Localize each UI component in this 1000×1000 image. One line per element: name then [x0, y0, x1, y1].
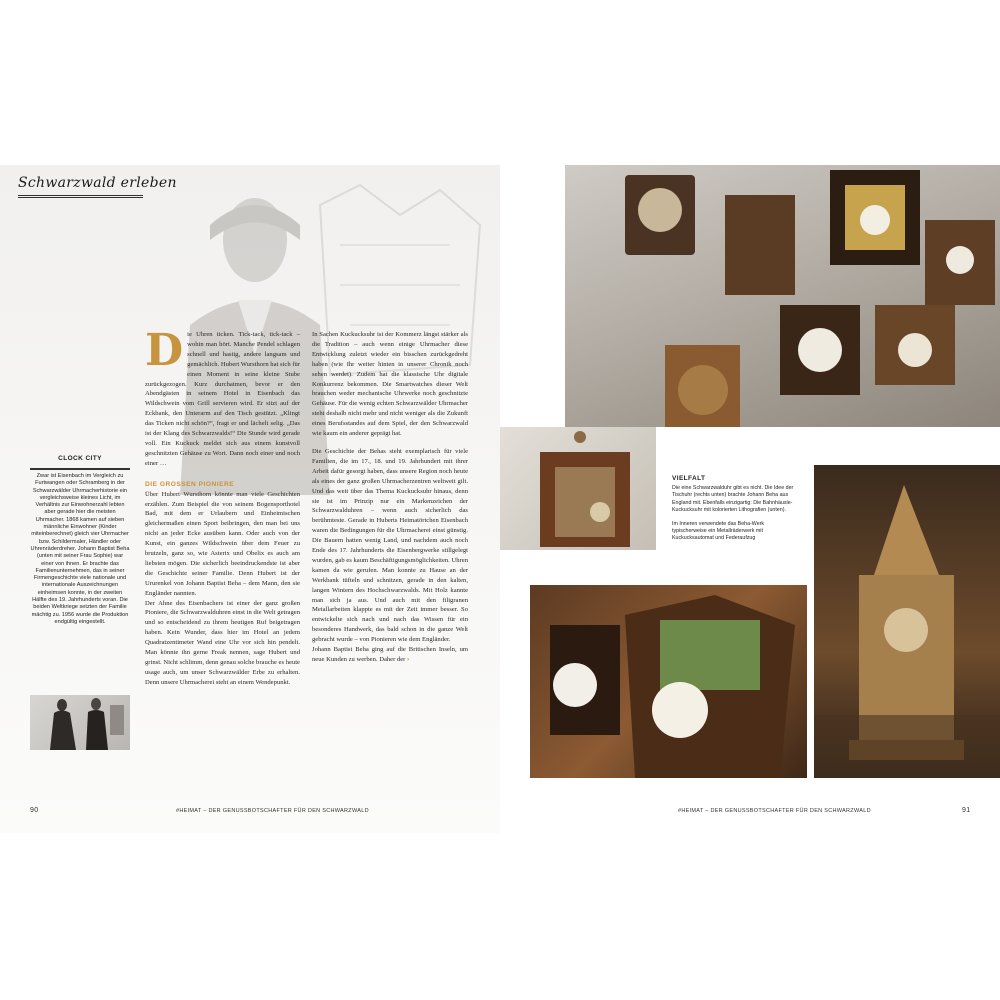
article-paragraph: In Sachen Kuckucksuhr ist der Kommerz längst stärker als die Tradition – auch wenn einige Uhrmacher diese Entwicklung zuletzt wieder ein bisschen zurückgedreht haben (wie Ihr weiter hinten in unserer Chronik noch sehen werdet). Zudem hat die klassische Uhr digitale Konkurrenz bekommen. Die Smartwatches dieser Welt brauchen weder mechanische Uhrwerke noch geschnitzte Gehäuse. Für die wenig echten Schwarzwälder Uhrmacher steht deshalb nicht mehr und nicht weniger als die Zukunft eines Berufsstandes auf dem Spiel, der den Schwarzwald wie kaum ein anderer geprägt hat.: [312, 331, 468, 438]
article-column-2: [312, 330, 468, 665]
page-number: 90: [30, 807, 39, 814]
heading-divider: [18, 197, 143, 198]
article-paragraph: Die Geschichte der Behas steht exemplarisch für viele Familien, die im 17., 18. und 19. Jahrhundert mit ihrer Arbeit dafür gesorgt haben, dass unsere Region noch heute als eines der ganz großen Uhrmacherzentren weltweit gilt. Und das weit über das Thema Kuckucksuhr hinaus, denn sie ist im Prinzip nur ein Markenzeichen der Schwarzwalduhren – wenn auch sicherlich das berühmteste. Gerade in Huberts Heimatörtchen Eisenbach waren die Bedingungen für die Uhrmacherei einst günstig. Die Bauern hatten wenig Land, und nachdem auch noch Ende des 17. Jahrhunderts die Eisenbergwerke stillgelegt wurden, gab es kaum Beschäftigungsmöglichkeiten. Uhren kamen da wie gerufen. Man konnte zu Hause an der Werkbank tüfteln und schnitzen, gerade in den kalten, langen Wintern des Hochschwarzwalds. Mit Holz kannte man sich ja aus. Und auch mit den filigranen Metallarbeiten klappte es mit der Zeit immer besser. So entwickelte sich nach und nach das Wissen für ein besonderes Handwerk, das bald schon in die ganze Welt gebracht wurde – von Pionieren wie dem Engländer.: [312, 447, 468, 644]
article-paragraph: Johann Baptist Beha ging auf die Britischen Inseln, um neue Kunden zu werben. Daher der ›: [312, 646, 468, 663]
sidebar-text: Zwar ist Eisenbach im Vergleich zu Furtwangen oder Schramberg in der Schwarzwälder Uhrmacherhistorie ein vergleichsweise kleines Licht, im Verhältnis zur Einwohnerzahl lebten aber gerade hier die meisten Uhrmacher. 1868 kamen auf sieben männliche Einwohner (Kinder miteinberechnet) gleich vier Uhrmacher bzw. Schildermaler, Händler oder Uhrenräderdreher. Johann Baptist Beha (unten mit seiner Frau Sophie) war einer von ihnen. Er brachte das Familienunternehmen, das in seiner Firmengeschichte viele nationale und internationale Auszeichnungen einheimsen konnte, in der zweiten Hälfte des 19. Jahrhunderts voran. Die beiden Weltkriege setzten der Familie mächtig zu. 1956 wurde die Produktion endgültig eingestellt.: [30, 473, 130, 625]
sidebar-title: CLOCK CITY: [58, 455, 102, 462]
left-page: [0, 165, 500, 833]
photo-caption: [672, 475, 797, 543]
article-subheading: DIE GROSSEN PIONIERE: [145, 480, 235, 488]
clock-mechanism-photo: [500, 427, 656, 550]
beha-couple-photo: [30, 695, 130, 750]
caption-title: VIELFALT: [672, 475, 706, 482]
caption-text: Im Inneren verwendete das Beha-Werk typischerweise ein Metallräderwerk mit Kuckucksautomat und Federaufzug: [672, 521, 765, 542]
table-clock-photo: [814, 465, 1000, 778]
sidebar-divider: [30, 468, 130, 470]
magazine-spread: [0, 165, 1000, 833]
bahnhaeusle-clock-photo: [530, 585, 807, 778]
cuckoo-clock-wall-photo: [565, 165, 1000, 427]
sidebar-box: [30, 455, 130, 626]
article-paragraph: Der Ahne des Eisenbachers ist einer der ganz großen Pioniere, die Schwarzwalduhren einst in die Welt getragen und so entscheidend zu ihrem heutigen Ruf beigetragen haben. Kein Wunder, dass hier im Hotel an jedem Quadratzentimeter Wand eine Uhr vor sich hin pendelt. Man könnte ihn gerne Freak nennen, sage Hubert und grinst. Nicht schlimm, denn genau solche brauche es heute usage auch, um unser Schwarzwälder Erbe zu erhalten. Denn unsere Uhrmacherei steht an einem Wendepunkt.: [145, 599, 300, 686]
heading-divider: [18, 195, 143, 196]
section-heading: Schwarzwald erleben: [18, 175, 177, 191]
page-number: 91: [962, 807, 971, 814]
article-column-1: [145, 325, 300, 688]
footer-title: #HEIMAT – DER GENUSSBOTSCHAFTER FÜR DEN SCHWARZWALD: [176, 808, 369, 814]
article-paragraph: ie Uhren ticken. Tick-tack, tick-tack – wohin man hört. Manche Pendel schlagen schnell und hastig, andere langsam und gemächlich. Hubert Wursthorn hat sich für einen Moment in seine kleine Stube zurückgezogen. Kurz durchatmen, bevor er den Abendgästen in seinem Hotel in Eisenbach das Wildschwein vom Grill servieren wird. Er sitzt auf der Eckbank, den Unterarm auf den Tisch gestützt. „Klingt das Ticken nicht schön?“, fragt er und lächelt selig. „Das ist der Klang des Schwarzwalds!“ Die Stunde wird gerade voll. Ein Kuckuck meldet sich aus einem kunstvoll geschnitzten Gehäuse zu Wort. Dann noch einer und noch einer …: [145, 331, 300, 467]
drop-cap: D: [145, 325, 184, 376]
continue-arrow-icon: ›: [407, 656, 410, 663]
caption-text: Die eine Schwarzwalduhr gibt es nicht. Die Idee der Tischuhr (rechts unten) brachte Johann Beha aus England mit. Ebenfalls einzigartig: Die Bahnhäusle-Kuckucksuhr mit kolorierten Lithografien (unten).: [672, 485, 794, 513]
article-paragraph: Über Hubert Wursthorn könnte man viele Geschichten erzählen. Zum Beispiel die von seinem Bogensporthotel Bad, mit dem er Urlaubern und Einheimischen gleichermaßen einen Sport beibringen, den man bei uns nicht an jeder Ecke ausüben kann. Oder auch von der Kunst, ein ganzes Wildschwein über dem Feuer zu brutzeln, ganz so, wie Asterix und Obelix es auch am liebsten mögen. Die sicherlich beeindruckendste ist aber die Geschichte seiner Familie. Denn Hubert ist der Ururenkel von Johann Baptist Beha – dem Mann, den sie Engländer nannten.: [145, 490, 300, 597]
footer-title: #HEIMAT – DER GENUSSBOTSCHAFTER FÜR DEN SCHWARZWALD: [678, 808, 871, 814]
